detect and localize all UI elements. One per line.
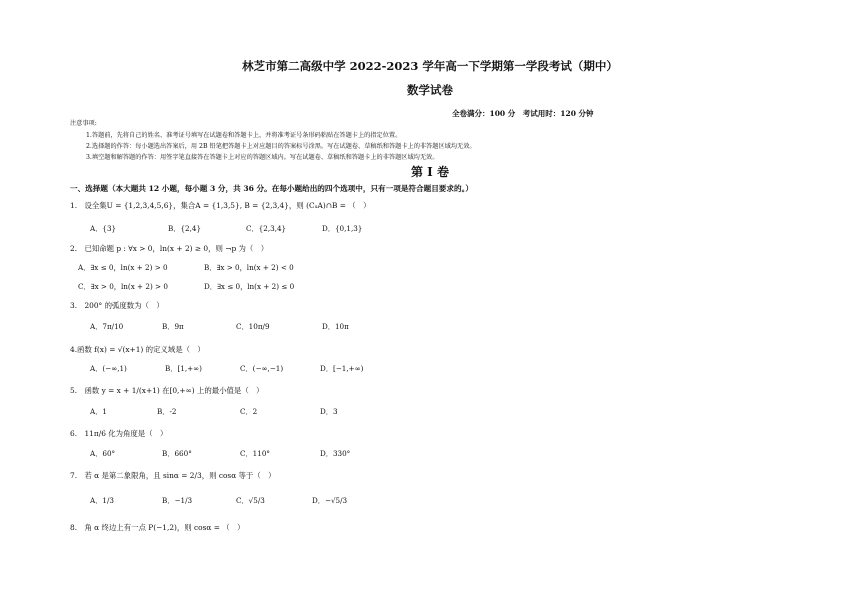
question-stem: 5. 函数 y = x + 1/(x+1) 在[0,+∞) 上的最小值是（ ） [70, 386, 264, 395]
option-d: D．3 [320, 407, 338, 416]
option-d: D．{0,1,3} [322, 224, 363, 233]
option-a: A．(−∞,1) [90, 364, 127, 373]
score-time: 全卷满分：100 分 考试用时：120 分钟 [452, 109, 594, 118]
option-c: C．∃x > 0，ln(x + 2) > 0 [78, 282, 168, 291]
option-b: B．660° [162, 449, 192, 458]
option-b: B．9π [162, 322, 184, 331]
notice-item: 2.选择题的作答：每小题选出答案后，用 2B 铅笔把答题卡上对应题目的答案标号涂黑。写在试题卷、草稿纸和答题卡上的非答题区域均无效。 [86, 143, 476, 150]
question-stem: 1. 设全集U = {1,2,3,4,5,6}，集合A = {1,3,5}, B = {2,3,4}，则 (CᵤA)∩B = （ ） [70, 201, 371, 210]
option-d: D．330° [320, 449, 351, 458]
volume-heading: 第 I 卷 [411, 165, 449, 179]
exam-subject: 数学试卷 [407, 83, 453, 97]
question-stem: 8. 角 α 终边上有一点 P(−1,2)，则 cosα = （ ） [70, 523, 245, 532]
exam-title: 林芝市第二高级中学 2022-2023 学年高一下学期第一学段考试（期中） [242, 59, 618, 73]
option-b: B．−1/3 [162, 496, 193, 505]
option-c: C．{2,3,4} [246, 224, 287, 233]
option-a: A．60° [90, 449, 116, 458]
question-stem: 2. 已知命题 p : ∀x > 0，ln(x + 2) ≥ 0，则 ¬p 为（ ） [70, 244, 269, 253]
option-a: A．{3} [90, 224, 117, 233]
option-b: B．-2 [157, 407, 177, 416]
question-stem: 4.函数 f(x) = √(x+1) 的定义域是（ ） [70, 345, 205, 354]
question-stem: 3. 200° 的弧度数为（ ） [70, 301, 164, 310]
option-c: C．2 [240, 407, 258, 416]
option-b: B．∃x > 0，ln(x + 2) < 0 [204, 263, 294, 272]
option-c: C．√5/3 [236, 496, 265, 505]
option-c: C．110° [240, 449, 270, 458]
notice-heading: 注意事项: [70, 120, 97, 127]
section-heading: 一、选择题（本大题共 12 小题，每小题 3 分，共 36 分。在每小题给出的四个选项中，只有一项是符合题目要求的。） [70, 184, 473, 193]
question-stem: 6. 11π/6 化为角度是（ ） [70, 429, 168, 438]
option-d: D．∃x ≤ 0，ln(x + 2) ≤ 0 [204, 282, 295, 291]
option-b: B．[1,+∞) [165, 364, 202, 373]
option-d: D．−√5/3 [312, 496, 348, 505]
option-d: D．[−1,+∞) [320, 364, 364, 373]
notice-item: 1.答题前，先将自己的姓名、准考证号填写在试题卷和答题卡上，并将准考证号条形码粘贴在答题卡上的指定位置。 [86, 132, 402, 139]
notice-item: 3.填空题和解答题的作答：用签字笔直接答在答题卡上对应的答题区域内。写在试题卷、草稿纸和答题卡上的非答题区域均无效。 [86, 154, 439, 161]
option-a: A．7π/10 [90, 322, 124, 331]
option-c: C．(−∞,−1) [240, 364, 284, 373]
question-stem: 7. 若 α 是第二象限角，且 sinα = 2/3，则 cosα 等于（ ） [70, 471, 276, 480]
option-c: C．10π/9 [236, 322, 270, 331]
option-a: A．1/3 [90, 496, 114, 505]
option-d: D．10π [322, 322, 349, 331]
option-a: A．∃x ≤ 0，ln(x + 2) > 0 [78, 263, 168, 272]
option-a: A．1 [90, 407, 107, 416]
option-b: B．{2,4} [168, 224, 202, 233]
